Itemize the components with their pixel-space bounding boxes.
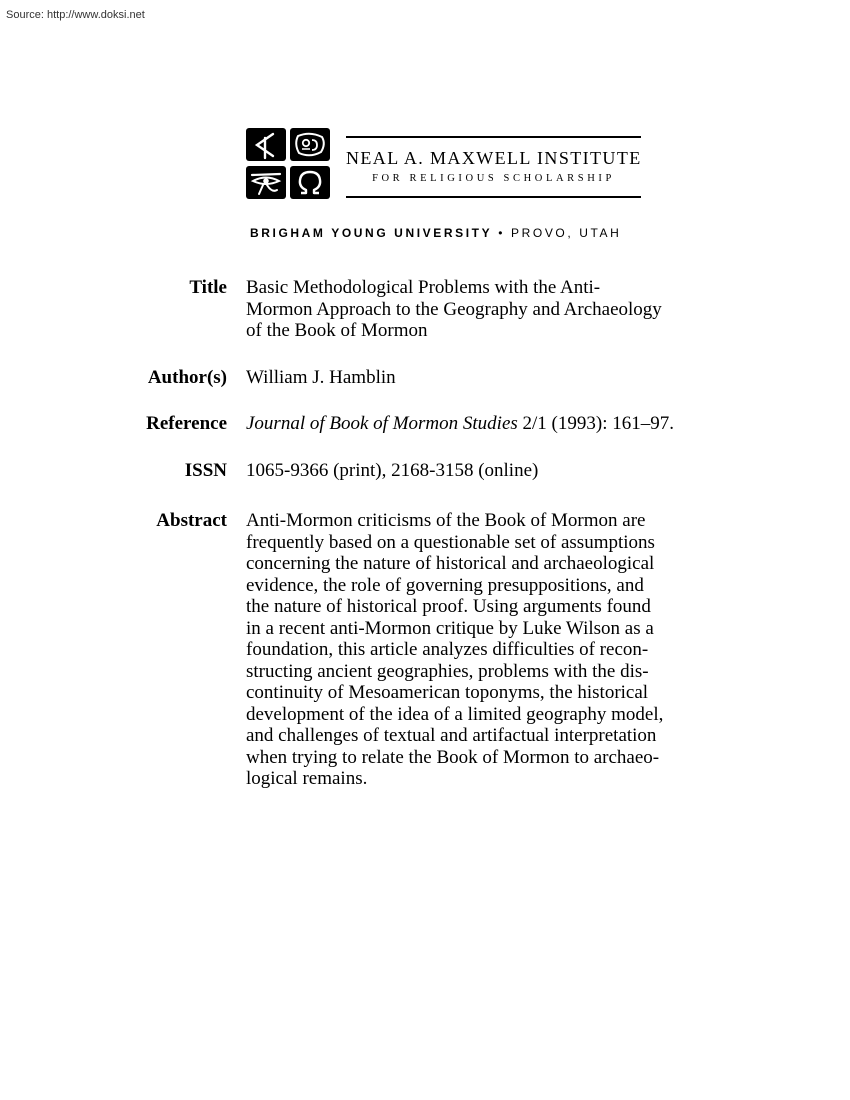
issn-label: ISSN <box>184 460 227 481</box>
abstract-line: evidence, the role of governing presuppositions, and <box>246 574 644 596</box>
university-line <box>250 226 621 240</box>
issn-value: 1065-9366 (print), 2168-3158 (online) <box>246 460 539 481</box>
reference-value <box>246 413 726 435</box>
journal-title: Journal of Book of Mormon Studies <box>246 413 518 434</box>
abstract-line: when trying to relate the Book of Mormon to archaeo- <box>246 746 660 768</box>
author-label: Author(s) <box>147 367 227 388</box>
university-name: BRIGHAM YOUNG UNIVERSITY <box>250 226 493 240</box>
abstract-line: structing ancient geographies, problems with the dis- <box>246 660 649 682</box>
abstract-line: foundation, this article analyzes difficulties of recon- <box>246 639 649 660</box>
ancient-glyph-icon <box>246 128 286 161</box>
author-value: William J. Hamblin <box>246 367 396 388</box>
eye-of-horus-icon <box>246 166 286 199</box>
title-line: Mormon Approach to the Geography and Archaeology <box>246 298 662 320</box>
institute-logo <box>246 128 666 200</box>
abstract-line: in a recent anti-Mormon critique by Luke Wilson as a <box>246 617 654 639</box>
title-line: of the Book of Mormon <box>246 320 428 341</box>
abstract-line: Anti-Mormon criticisms of the Book of Mormon are <box>246 510 646 531</box>
reference-label: Reference <box>146 413 227 434</box>
logo-bottom-rule <box>346 196 641 198</box>
title-value <box>246 277 726 342</box>
institute-name: NEAL A. MAXWELL INSTITUTE <box>346 148 642 168</box>
abstract-line: logical remains. <box>246 768 368 789</box>
abstract-line: frequently based on a questionable set of assumptions <box>246 531 655 553</box>
separator-dot: • <box>498 226 506 240</box>
logo-top-rule <box>346 136 641 138</box>
mayan-glyph-icon <box>290 128 330 161</box>
abstract-line: concerning the nature of historical and archaeological <box>246 553 655 574</box>
institute-subtitle: FOR RELIGIOUS SCHOLARSHIP <box>372 173 615 184</box>
abstract-text <box>246 510 726 790</box>
abstract-label: Abstract <box>156 510 227 531</box>
university-location: PROVO, UTAH <box>511 226 622 240</box>
abstract-line: development of the idea of a limited geography model, <box>246 703 664 725</box>
title-label: Title <box>189 277 227 298</box>
abstract-line: the nature of historical proof. Using arguments found <box>246 596 651 617</box>
abstract-line: continuity of Mesoamerican toponyms, the historical <box>246 682 649 703</box>
reference-details: 2/1 (1993): 161–97. <box>517 413 674 434</box>
omega-icon <box>290 166 330 199</box>
abstract-line: and challenges of textual and artifactual interpretation <box>246 725 657 746</box>
source-url: Source: http://www.doksi.net <box>6 9 145 21</box>
title-line: Basic Methodological Problems with the Anti- <box>246 277 601 298</box>
